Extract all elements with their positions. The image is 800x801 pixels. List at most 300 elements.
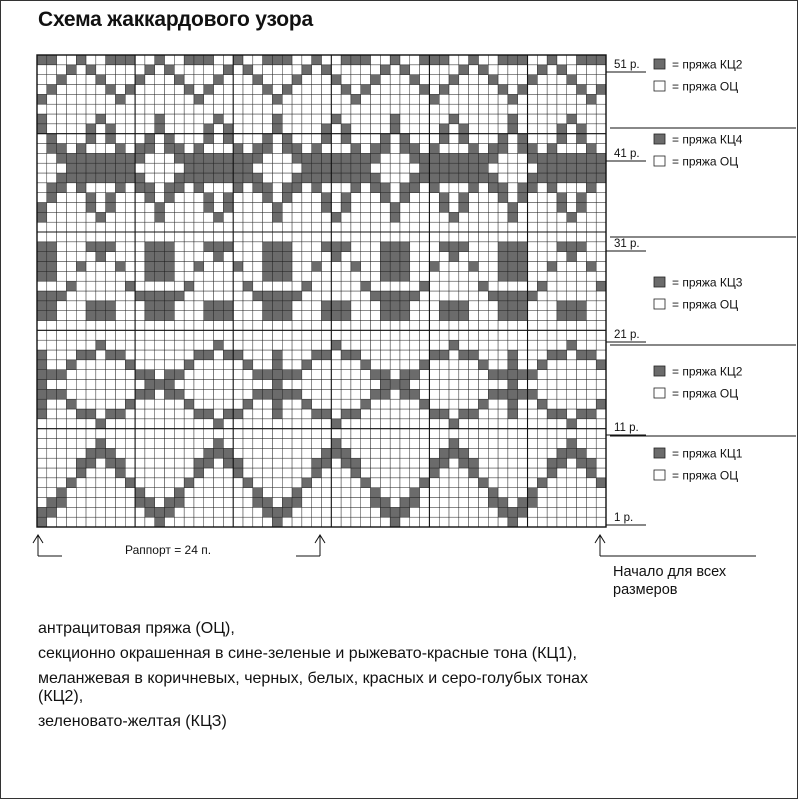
grid-cell	[106, 222, 116, 232]
grid-cell	[478, 104, 488, 114]
grid-cell	[292, 262, 302, 272]
grid-cell	[312, 252, 322, 262]
grid-cell	[361, 75, 371, 85]
grid-cell	[86, 163, 96, 173]
grid-cell	[302, 94, 312, 104]
grid-cell	[518, 193, 528, 203]
grid-cell	[312, 448, 322, 458]
grid-cell	[586, 65, 596, 75]
grid-cell	[106, 350, 116, 360]
grid-cell	[577, 232, 587, 242]
grid-cell	[37, 163, 47, 173]
grid-cell	[586, 203, 596, 213]
grid-cell	[439, 340, 449, 350]
grid-cell	[429, 321, 439, 331]
grid-cell	[233, 429, 243, 439]
grid-cell	[272, 350, 282, 360]
grid-cell	[165, 94, 175, 104]
grid-cell	[302, 468, 312, 478]
grid-cell	[361, 429, 371, 439]
grid-cell	[184, 144, 194, 154]
grid-cell	[204, 360, 214, 370]
grid-cell	[478, 153, 488, 163]
grid-cell	[508, 114, 518, 124]
grid-cell	[233, 134, 243, 144]
grid-cell	[439, 458, 449, 468]
grid-cell	[243, 183, 253, 193]
grid-cell	[135, 212, 145, 222]
grid-cell	[586, 55, 596, 65]
grid-cell	[292, 301, 302, 311]
grid-cell	[410, 350, 420, 360]
grid-cell	[567, 340, 577, 350]
grid-cell	[115, 478, 125, 488]
legend-label: = пряжа ОЦ	[672, 297, 739, 312]
grid-cell	[478, 55, 488, 65]
grid-cell	[96, 429, 106, 439]
grid-cell	[341, 458, 351, 468]
grid-cell	[557, 153, 567, 163]
grid-cell	[577, 75, 587, 85]
grid-cell	[469, 124, 479, 134]
grid-cell	[498, 104, 508, 114]
grid-cell	[341, 222, 351, 232]
grid-cell	[429, 104, 439, 114]
grid-cell	[537, 301, 547, 311]
grid-cell	[429, 478, 439, 488]
grid-cell	[37, 301, 47, 311]
grid-cell	[528, 321, 538, 331]
grid-cell	[488, 134, 498, 144]
grid-cell	[243, 85, 253, 95]
grid-cell	[37, 203, 47, 213]
grid-cell	[596, 153, 606, 163]
grid-cell	[322, 488, 332, 498]
grid-cell	[478, 517, 488, 527]
grid-cell	[223, 271, 233, 281]
grid-cell	[498, 94, 508, 104]
grid-cell	[302, 104, 312, 114]
grid-cell	[96, 75, 106, 85]
grid-cell	[125, 163, 135, 173]
grid-cell	[57, 340, 67, 350]
grid-cell	[106, 301, 116, 311]
grid-cell	[47, 478, 57, 488]
grid-cell	[322, 439, 332, 449]
grid-cell	[351, 350, 361, 360]
grid-cell	[586, 94, 596, 104]
grid-cell	[204, 517, 214, 527]
grid-cell	[586, 75, 596, 85]
grid-cell	[272, 311, 282, 321]
grid-cell	[204, 321, 214, 331]
grid-cell	[596, 321, 606, 331]
grid-cell	[508, 153, 518, 163]
grid-cell	[47, 488, 57, 498]
grid-cell	[302, 271, 312, 281]
grid-cell	[106, 330, 116, 340]
grid-cell	[223, 193, 233, 203]
grid-cell	[498, 242, 508, 252]
grid-cell	[508, 399, 518, 409]
grid-cell	[233, 232, 243, 242]
grid-cell	[57, 232, 67, 242]
grid-cell	[96, 498, 106, 508]
grid-cell	[253, 340, 263, 350]
grid-cell	[410, 311, 420, 321]
grid-cell	[488, 153, 498, 163]
grid-cell	[96, 114, 106, 124]
grid-cell	[331, 281, 341, 291]
grid-cell	[351, 173, 361, 183]
grid-cell	[341, 193, 351, 203]
grid-cell	[223, 144, 233, 154]
grid-cell	[66, 458, 76, 468]
grid-cell	[557, 311, 567, 321]
grid-cell	[508, 144, 518, 154]
grid-cell	[135, 498, 145, 508]
grid-cell	[390, 468, 400, 478]
grid-cell	[292, 478, 302, 488]
grid-cell	[135, 340, 145, 350]
grid-cell	[165, 507, 175, 517]
grid-cell	[214, 153, 224, 163]
grid-cell	[86, 370, 96, 380]
grid-cell	[233, 65, 243, 75]
grid-cell	[351, 163, 361, 173]
grid-cell	[528, 153, 538, 163]
grid-cell	[380, 350, 390, 360]
grid-cell	[135, 458, 145, 468]
grid-cell	[439, 144, 449, 154]
grid-cell	[567, 271, 577, 281]
grid-cell	[135, 153, 145, 163]
grid-cell	[204, 370, 214, 380]
grid-cell	[371, 360, 381, 370]
grid-cell	[194, 380, 204, 390]
grid-cell	[341, 429, 351, 439]
grid-cell	[135, 291, 145, 301]
grid-cell	[498, 380, 508, 390]
grid-cell	[223, 468, 233, 478]
grid-cell	[86, 311, 96, 321]
grid-cell	[567, 183, 577, 193]
grid-cell	[155, 183, 165, 193]
grid-cell	[586, 212, 596, 222]
grid-cell	[272, 458, 282, 468]
grid-cell	[508, 134, 518, 144]
grid-cell	[76, 94, 86, 104]
grid-cell	[429, 360, 439, 370]
grid-cell	[420, 468, 430, 478]
grid-cell	[596, 85, 606, 95]
grid-cell	[312, 104, 322, 114]
grid-cell	[204, 75, 214, 85]
grid-cell	[371, 232, 381, 242]
grid-cell	[145, 212, 155, 222]
grid-cell	[331, 311, 341, 321]
grid-cell	[204, 242, 214, 252]
grid-cell	[272, 222, 282, 232]
grid-cell	[488, 468, 498, 478]
grid-cell	[66, 252, 76, 262]
grid-cell	[547, 222, 557, 232]
grid-cell	[194, 85, 204, 95]
grid-cell	[361, 488, 371, 498]
grid-cell	[469, 193, 479, 203]
grid-cell	[96, 124, 106, 134]
grid-cell	[194, 271, 204, 281]
grid-cell	[586, 370, 596, 380]
grid-cell	[174, 360, 184, 370]
grid-cell	[165, 55, 175, 65]
grid-cell	[518, 134, 528, 144]
grid-cell	[106, 104, 116, 114]
grid-cell	[223, 360, 233, 370]
grid-cell	[420, 94, 430, 104]
grid-cell	[57, 85, 67, 95]
grid-cell	[537, 193, 547, 203]
grid-cell	[429, 409, 439, 419]
row-label: 21 р.	[614, 329, 640, 341]
grid-cell	[125, 173, 135, 183]
grid-cell	[488, 114, 498, 124]
grid-cell	[57, 350, 67, 360]
grid-cell	[155, 458, 165, 468]
grid-cell	[272, 409, 282, 419]
grid-cell	[547, 468, 557, 478]
grid-cell	[429, 232, 439, 242]
grid-cell	[115, 222, 125, 232]
grid-cell	[66, 507, 76, 517]
grid-cell	[371, 478, 381, 488]
grid-cell	[518, 448, 528, 458]
grid-cell	[459, 517, 469, 527]
grid-cell	[233, 311, 243, 321]
grid-cell	[361, 439, 371, 449]
grid-cell	[596, 478, 606, 488]
grid-cell	[439, 114, 449, 124]
grid-cell	[292, 488, 302, 498]
grid-cell	[449, 350, 459, 360]
grid-cell	[341, 399, 351, 409]
grid-cell	[174, 252, 184, 262]
grid-cell	[312, 321, 322, 331]
grid-cell	[282, 153, 292, 163]
grid-cell	[469, 439, 479, 449]
grid-cell	[263, 173, 273, 183]
grid-cell	[263, 75, 273, 85]
grid-cell	[469, 301, 479, 311]
grid-cell	[577, 370, 587, 380]
grid-cell	[508, 488, 518, 498]
grid-cell	[331, 468, 341, 478]
grid-cell	[223, 65, 233, 75]
grid-cell	[194, 212, 204, 222]
grid-cell	[47, 94, 57, 104]
grid-cell	[537, 291, 547, 301]
grid-cell	[76, 153, 86, 163]
grid-cell	[145, 399, 155, 409]
grid-cell	[106, 468, 116, 478]
grid-cell	[165, 311, 175, 321]
grid-cell	[106, 94, 116, 104]
yarn-list	[38, 620, 598, 738]
grid-cell	[125, 85, 135, 95]
grid-cell	[106, 458, 116, 468]
grid-cell	[351, 134, 361, 144]
grid-cell	[155, 144, 165, 154]
grid-cell	[66, 409, 76, 419]
grid-cell	[420, 281, 430, 291]
grid-cell	[518, 380, 528, 390]
grid-cell	[243, 65, 253, 75]
grid-cell	[439, 360, 449, 370]
grid-cell	[371, 163, 381, 173]
grid-cell	[263, 311, 273, 321]
grid-cell	[233, 448, 243, 458]
grid-cell	[243, 439, 253, 449]
grid-cell	[135, 370, 145, 380]
grid-cell	[223, 104, 233, 114]
grid-cell	[439, 124, 449, 134]
grid-cell	[125, 94, 135, 104]
grid-cell	[302, 321, 312, 331]
grid-cell	[459, 203, 469, 213]
grid-cell	[155, 134, 165, 144]
grid-cell	[96, 301, 106, 311]
grid-cell	[312, 311, 322, 321]
grid-cell	[577, 55, 587, 65]
grid-cell	[37, 498, 47, 508]
grid-cell	[469, 232, 479, 242]
grid-cell	[567, 507, 577, 517]
grid-cell	[518, 114, 528, 124]
grid-cell	[66, 350, 76, 360]
grid-cell	[253, 193, 263, 203]
grid-cell	[165, 478, 175, 488]
grid-cell	[86, 65, 96, 75]
grid-cell	[115, 262, 125, 272]
grid-cell	[204, 330, 214, 340]
grid-cell	[47, 242, 57, 252]
grid-cell	[508, 409, 518, 419]
grid-cell	[223, 252, 233, 262]
grid-cell	[292, 360, 302, 370]
grid-cell	[292, 183, 302, 193]
grid-cell	[459, 360, 469, 370]
grid-cell	[37, 153, 47, 163]
grid-cell	[184, 222, 194, 232]
grid-cell	[184, 468, 194, 478]
grid-cell	[488, 321, 498, 331]
grid-cell	[498, 85, 508, 95]
grid-cell	[331, 321, 341, 331]
grid-cell	[400, 212, 410, 222]
grid-cell	[125, 409, 135, 419]
grid-cell	[302, 498, 312, 508]
grid-cell	[155, 75, 165, 85]
grid-cell	[312, 144, 322, 154]
grid-cell	[37, 183, 47, 193]
grid-cell	[125, 203, 135, 213]
grid-cell	[400, 458, 410, 468]
grid-cell	[66, 498, 76, 508]
grid-cell	[66, 222, 76, 232]
grid-cell	[361, 203, 371, 213]
grid-cell	[243, 203, 253, 213]
grid-cell	[371, 124, 381, 134]
grid-cell	[361, 409, 371, 419]
grid-cell	[420, 134, 430, 144]
grid-cell	[263, 399, 273, 409]
grid-cell	[567, 409, 577, 419]
grid-cell	[302, 507, 312, 517]
grid-cell	[498, 222, 508, 232]
grid-cell	[57, 75, 67, 85]
grid-cell	[586, 409, 596, 419]
grid-cell	[488, 478, 498, 488]
grid-cell	[115, 75, 125, 85]
grid-cell	[37, 478, 47, 488]
grid-cell	[449, 163, 459, 173]
grid-cell	[508, 458, 518, 468]
grid-cell	[429, 517, 439, 527]
grid-cell	[537, 399, 547, 409]
grid-cell	[37, 340, 47, 350]
page-title: Схема жаккардового узора	[38, 8, 313, 31]
grid-cell	[223, 242, 233, 252]
grid-cell	[115, 301, 125, 311]
grid-cell	[390, 252, 400, 262]
grid-cell	[204, 350, 214, 360]
grid-cell	[459, 163, 469, 173]
grid-cell	[214, 370, 224, 380]
grid-cell	[469, 104, 479, 114]
grid-cell	[184, 291, 194, 301]
grid-cell	[322, 144, 332, 154]
grid-cell	[322, 321, 332, 331]
grid-cell	[557, 144, 567, 154]
grid-cell	[508, 271, 518, 281]
grid-cell	[410, 183, 420, 193]
grid-cell	[174, 193, 184, 203]
grid-cell	[577, 271, 587, 281]
grid-cell	[282, 439, 292, 449]
grid-cell	[263, 212, 273, 222]
grid-cell	[223, 458, 233, 468]
grid-cell	[459, 85, 469, 95]
grid-cell	[76, 330, 86, 340]
grid-cell	[165, 144, 175, 154]
grid-cell	[478, 212, 488, 222]
grid-cell	[547, 104, 557, 114]
grid-cell	[537, 409, 547, 419]
grid-cell	[420, 399, 430, 409]
grid-cell	[243, 55, 253, 65]
grid-cell	[351, 498, 361, 508]
grid-cell	[253, 301, 263, 311]
grid-cell	[302, 281, 312, 291]
grid-cell	[469, 517, 479, 527]
grid-cell	[410, 458, 420, 468]
grid-cell	[47, 399, 57, 409]
grid-cell	[145, 222, 155, 232]
grid-cell	[577, 380, 587, 390]
grid-cell	[331, 124, 341, 134]
grid-cell	[322, 478, 332, 488]
grid-cell	[135, 193, 145, 203]
